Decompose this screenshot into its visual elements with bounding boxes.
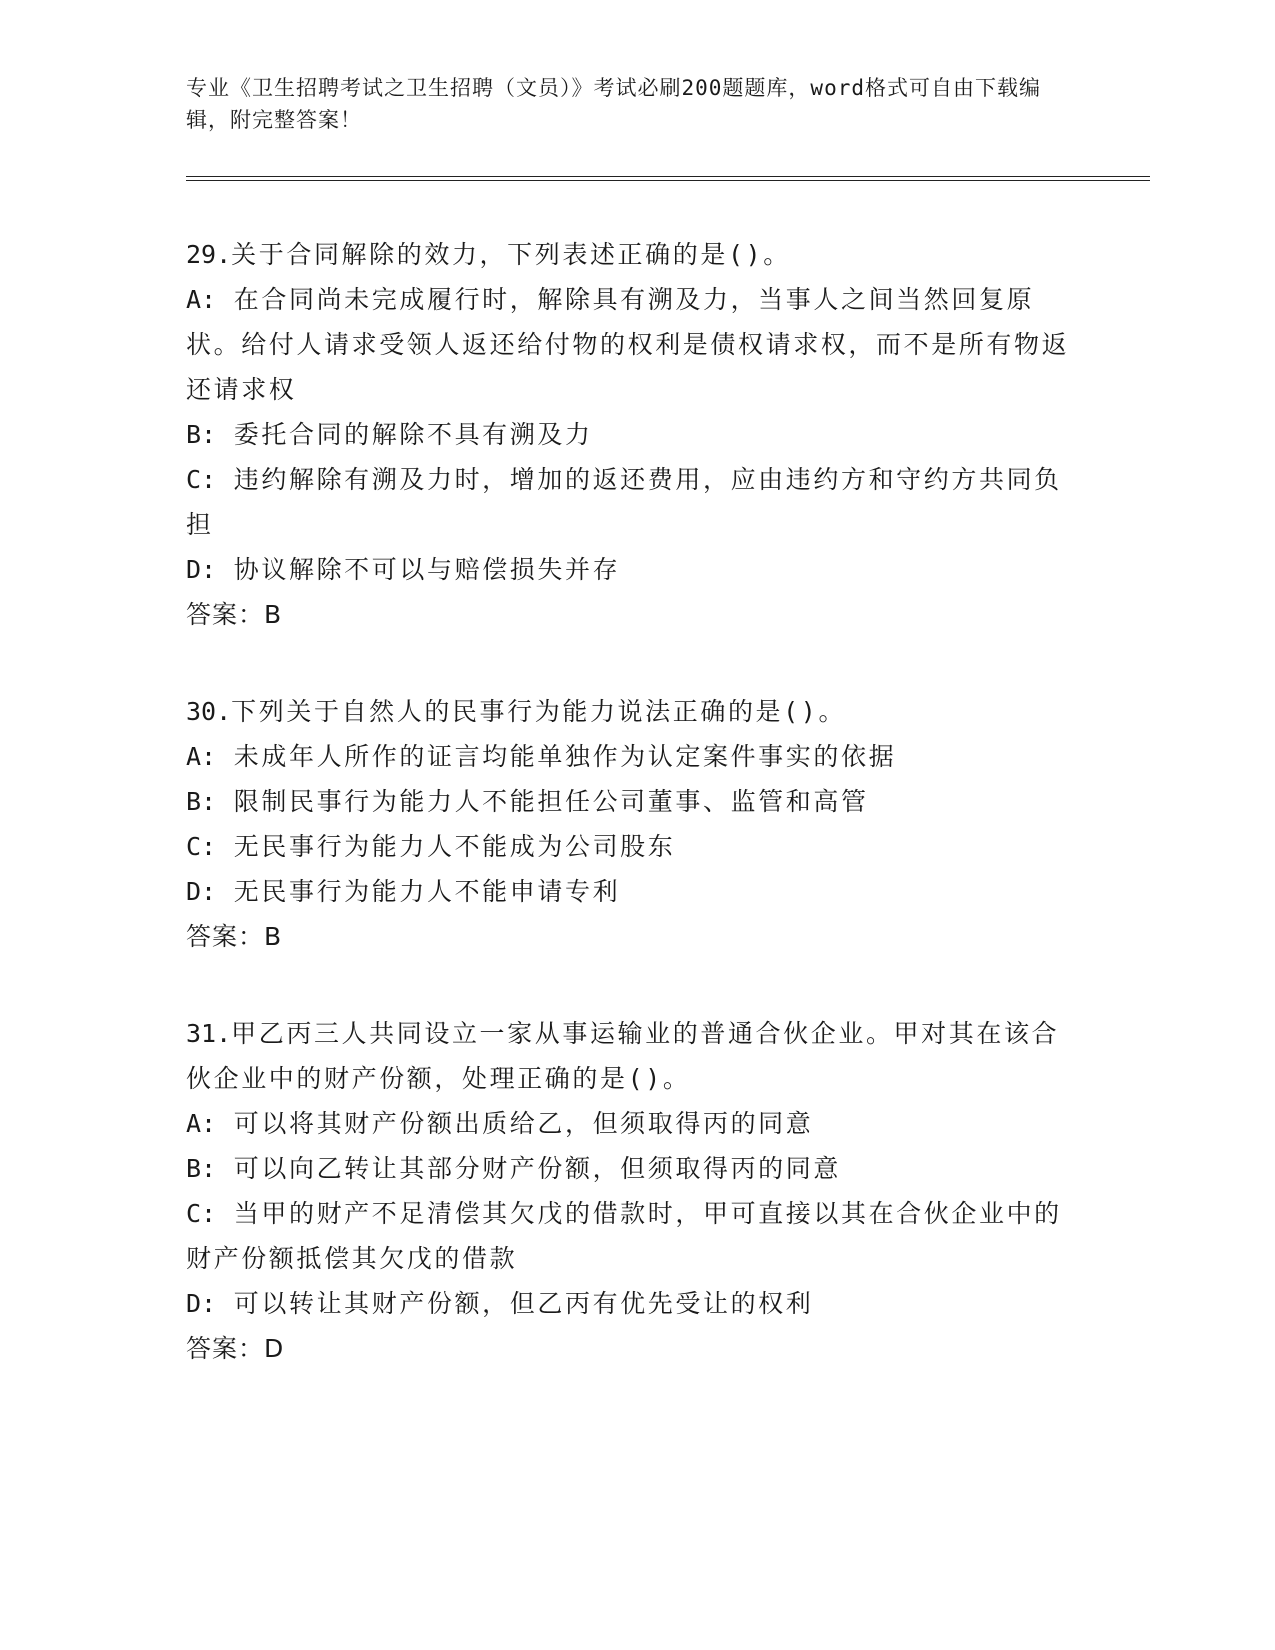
option-c xyxy=(186,1191,1086,1281)
option-text: 无民事行为能力人不能申请专利 xyxy=(233,877,621,906)
option-c xyxy=(186,824,1086,869)
option-text: 可以将其财产份额出质给乙，但须取得丙的同意 xyxy=(233,1109,814,1138)
answer-line: 答案：B xyxy=(186,600,283,629)
question-list xyxy=(186,232,1086,1423)
option-letter: D: xyxy=(186,555,217,584)
answer-line: 答案：B xyxy=(186,922,283,951)
question-text: 关于合同解除的效力，下列表述正确的是()。 xyxy=(231,240,791,269)
question-text: 下列关于自然人的民事行为能力说法正确的是()。 xyxy=(231,697,847,726)
option-text: 协议解除不可以与赔偿损失并存 xyxy=(233,555,621,584)
question-text: 甲乙丙三人共同设立一家从事运输业的普通合伙企业。甲对其在该合伙企业中的财产份额，处理正确的是()。 xyxy=(186,1019,1060,1093)
option-text: 限制民事行为能力人不能担任公司董事、监管和高管 xyxy=(233,787,869,816)
option-c xyxy=(186,457,1086,547)
option-a xyxy=(186,734,1086,779)
option-a xyxy=(186,1101,1086,1146)
option-letter: C: xyxy=(186,465,217,494)
document-header: 专业《卫生招聘考试之卫生招聘（文员）》考试必刷200题题库，word格式可自由下载编辑，附完整答案！ xyxy=(186,76,1041,132)
option-text: 可以向乙转让其部分财产份额，但须取得丙的同意 xyxy=(233,1154,841,1183)
option-d xyxy=(186,1281,1086,1326)
option-b xyxy=(186,779,1086,824)
option-letter: B: xyxy=(186,787,217,816)
option-b xyxy=(186,412,1086,457)
option-text: 委托合同的解除不具有溯及力 xyxy=(233,420,593,449)
question-stem xyxy=(186,1011,1086,1101)
question-stem xyxy=(186,689,1086,734)
question-31 xyxy=(186,1011,1086,1371)
option-text: 无民事行为能力人不能成为公司股东 xyxy=(233,832,676,861)
option-d xyxy=(186,547,1086,592)
option-b xyxy=(186,1146,1086,1191)
option-letter: C: xyxy=(186,1199,217,1228)
question-stem xyxy=(186,232,1086,277)
question-29 xyxy=(186,232,1086,637)
option-letter: B: xyxy=(186,1154,217,1183)
option-text: 当甲的财产不足清偿其欠戊的借款时，甲可直接以其在合伙企业中的财产份额抵偿其欠戊的借款 xyxy=(186,1199,1062,1273)
option-letter: C: xyxy=(186,832,217,861)
option-text: 在合同尚未完成履行时，解除具有溯及力，当事人之间当然回复原状。给付人请求受领人返还给付物的权利是债权请求权，而不是所有物返还请求权 xyxy=(186,285,1070,404)
option-text: 未成年人所作的证言均能单独作为认定案件事实的依据 xyxy=(233,742,897,771)
option-a xyxy=(186,277,1086,412)
option-text: 违约解除有溯及力时，增加的返还费用，应由违约方和守约方共同负担 xyxy=(186,465,1062,539)
answer-line: 答案：D xyxy=(186,1334,285,1363)
option-letter: A: xyxy=(186,1109,217,1138)
question-number: 31. xyxy=(186,1019,232,1048)
option-letter: A: xyxy=(186,742,217,771)
option-d xyxy=(186,869,1086,914)
option-letter: B: xyxy=(186,420,217,449)
option-text: 可以转让其财产份额，但乙丙有优先受让的权利 xyxy=(233,1289,814,1318)
header-double-rule xyxy=(186,176,1150,181)
question-number: 30. xyxy=(186,697,232,726)
question-number: 29. xyxy=(186,240,232,269)
question-30 xyxy=(186,689,1086,959)
option-letter: D: xyxy=(186,1289,217,1318)
option-letter: A: xyxy=(186,285,217,314)
option-letter: D: xyxy=(186,877,217,906)
